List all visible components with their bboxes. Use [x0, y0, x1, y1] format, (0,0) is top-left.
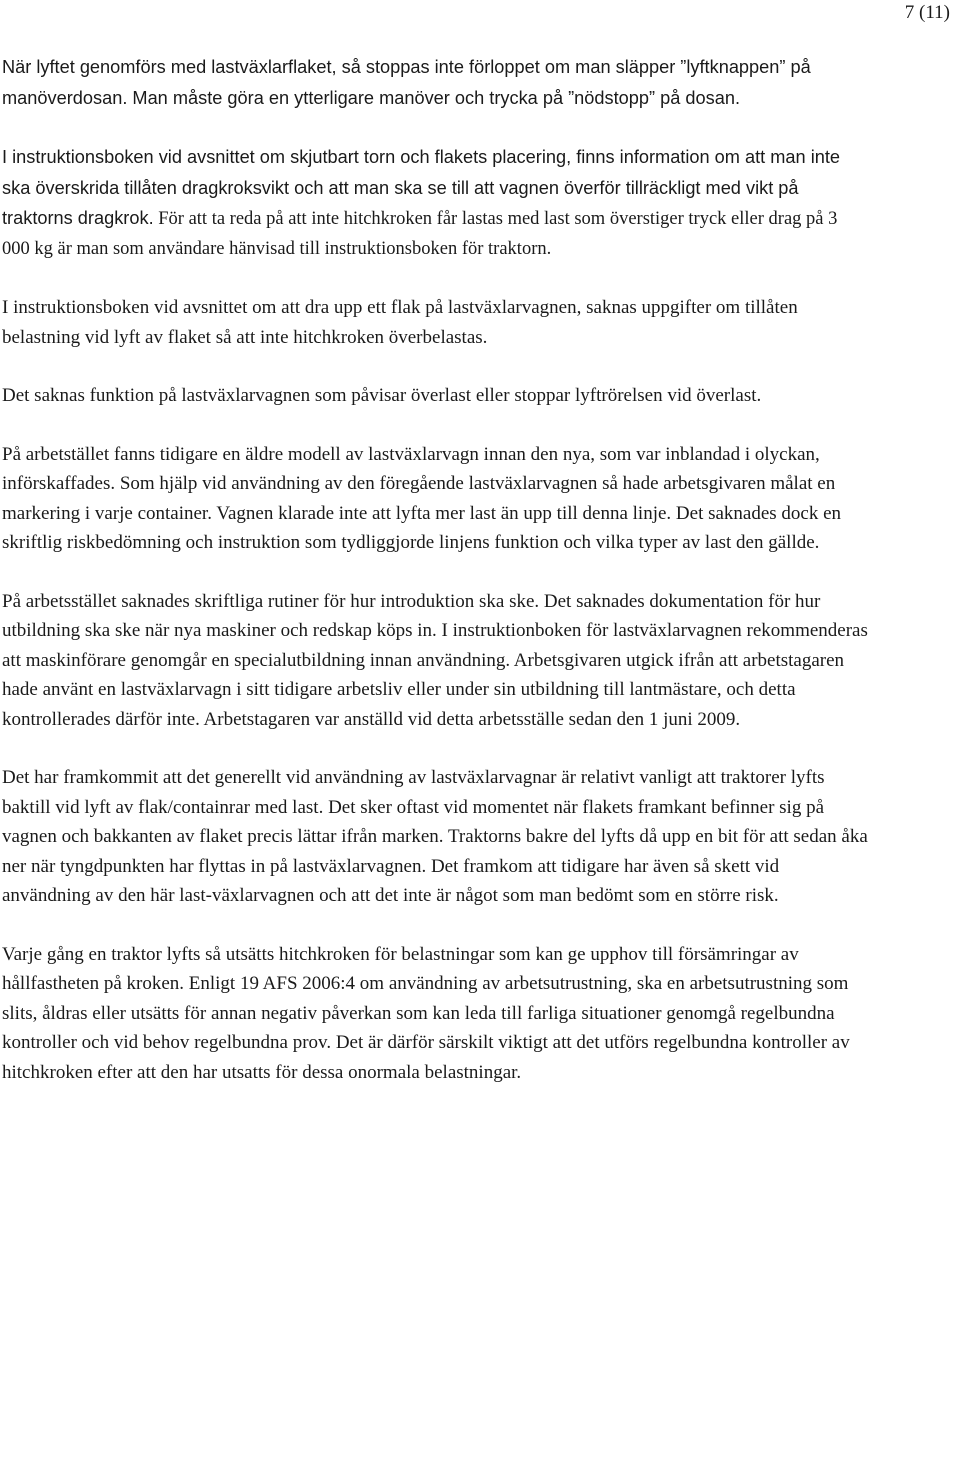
- paragraph-text: När lyftet genomförs med lastväxlarflaket, så stoppas inte förloppet om man släpper ”lyftknappen” på manöverdosan. Man måste göra en ytterligare manöver och trycka på ”nödstopp” på dosan.: [2, 57, 811, 108]
- paragraph-text: På arbetstället fanns tidigare en äldre modell av lastväxlarvagn innan den nya, som var inblandad i olyckan, införskaffades. Som hjälp vid användning av den föregående lastväxlarvagnen så hade arbetsgivaren målat en markering i varje container. Vagnen klarade inte att lyfta mer last än upp till denna linje. Det saknades dock en skriftlig riskbedömning och instruktion som tydliggjorde linjens funktion och vilka typer av last den gällde.: [2, 443, 842, 553]
- paragraph-4: [2, 381, 868, 411]
- paragraph-text: Det har framkommit att det generellt vid användning av lastväxlarvagnar är relativt vanligt att traktorer lyfts baktill vid lyft av flak/containrar med last. Det sker oftast vid momentet när flakets framkant befinner sig på vagnen och bakkanten av flaket precis lättar ifrån marken. Traktorns bakre del lyfts då upp en bit för att sedan åka ner när tyngdpunkten har flyttas in på lastväxlarvagnen. Det framkom att tidigare har även så skett vid användning av den här last-växlarvagnen och att det inte är något som man bedömt som en större risk.: [2, 767, 868, 906]
- paragraph-text: Varje gång en traktor lyfts så utsätts hitchkroken för belastningar som kan ge upphov till försämringar av hållfastheten på kroken. Enligt 19 AFS 2006:4 om användning av arbetsutrustning, ska en arbetsutrustning som slits, åldras eller utsätts för annan negativ påverkan som kan leda till farliga situationer genomgå regelbundna kontroller och vid behov regelbundna prov. Det är därför särskilt viktigt att det utförs regelbundna kontroller av hitchkroken efter att den har utsatts för dessa onormala belastningar.: [2, 943, 850, 1083]
- paragraph-3: [2, 293, 868, 352]
- body-text: [2, 53, 868, 1116]
- paragraph-text: Det saknas funktion på lastväxlarvagnen som påvisar överlast eller stoppar lyftrörelsen vid överlast.: [2, 385, 762, 406]
- paragraph-8: [2, 940, 868, 1088]
- paragraph-text: I instruktionsboken vid avsnittet om skjutbart torn och flakets placering, finns information om att man inte ska överskrida tillåten dragkroksvikt och att man ska se till att vagnen överför tillräckligt med vikt på traktorns dragkrok.: [2, 147, 841, 228]
- paragraph-6: [2, 587, 868, 735]
- paragraph-2: [2, 143, 868, 264]
- paragraph-5: [2, 440, 868, 558]
- paragraph-text: På arbetsstället saknades skriftliga rutiner för hur introduktion ska ske. Det saknades dokumentation för hur utbildning ska ske när nya maskiner och redskap köps in. I instruktionboken för lastväxlarvagnen rekommenderas att maskinförare genomgår en specialutbildning innan användning. Arbetsgivaren utgick ifrån att arbetstagaren hade använt en lastväxlarvagn i sitt tidigare arbetsliv eller under sin utbildning till lantmästare, och detta kontrollerades därför inte. Arbetstagaren var anställd vid detta arbetsställe sedan den 1 juni 2009.: [2, 590, 868, 730]
- paragraph-7: [2, 763, 868, 911]
- paragraph-text: För att ta reda på att inte hitchkroken får lastas med last som överstiger tryck eller drag på 3 000 kg är man som användare hänvisad till instruktionsboken för traktorn.: [2, 209, 838, 259]
- paragraph-text: I instruktionsboken vid avsnittet om att dra upp ett flak på lastväxlarvagnen, saknas uppgifter om tillåten belastning vid lyft av flaket så att inte hitchkroken överbelastas.: [2, 297, 798, 348]
- page-number: 7 (11): [904, 2, 950, 23]
- paragraph-1: [2, 53, 868, 114]
